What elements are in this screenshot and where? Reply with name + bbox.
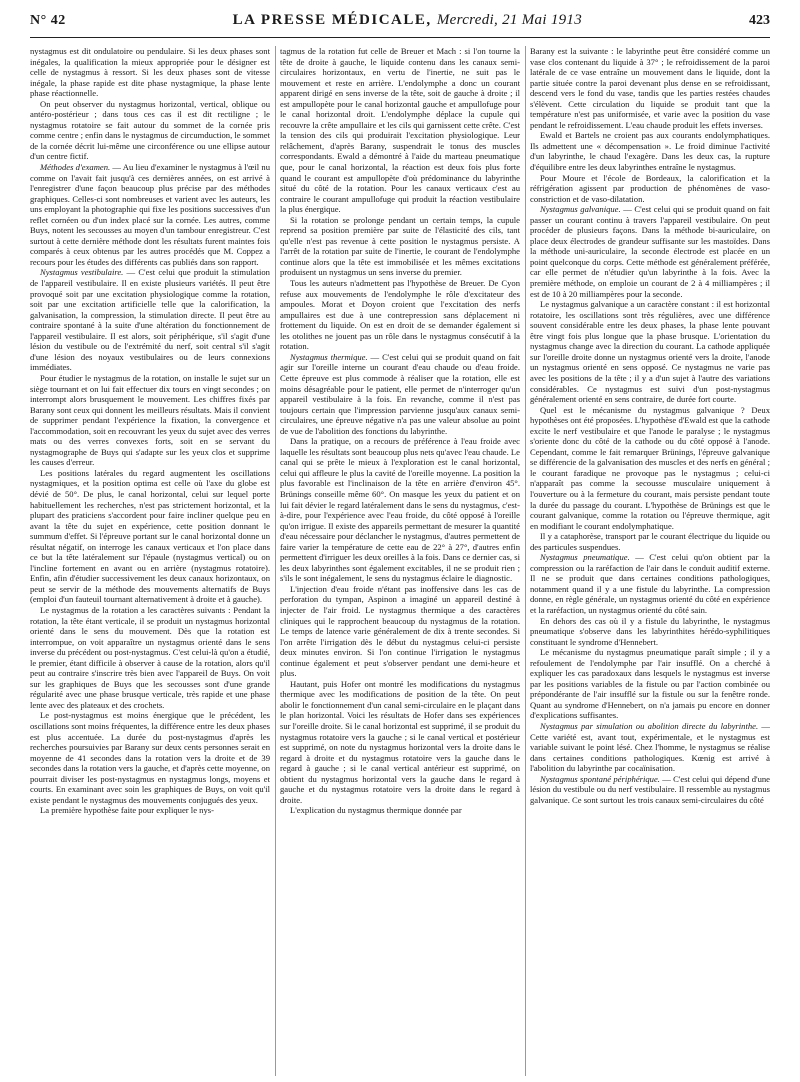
paragraph bbox=[30, 605, 270, 710]
paragraph-text: En dehors des cas où il y a fistule du labyrinthe, le nystagmus pneumatique s'observe dans les labyrinthites hérédo-syphilitiques constituant le syndrome d'Hennebert. bbox=[530, 615, 770, 647]
section-heading: Nystagmus par simulation ou abolition directe du labyrinthe. bbox=[540, 721, 759, 731]
paragraph-text: Pour étudier le nystagmus de la rotation, on installe le sujet sur un siège tournant et on lui fait effectuer dix tours en vingt secondes ; on interrompt alors brusquement le mouvement. Les chiffres fixés par Barany sont ceux qui donnent les meilleurs résultats. Mais il convient de supprimer pendant l'expérience la fixation, la convergence et l'accommodation, soit en recouvrant les yeux du sujet avec des verres mats ou des verres convexes forts, soit en se servant du nystagmographe de Buys qui s'adapte sur les yeux clos et supprime les causes d'erreur. bbox=[30, 372, 270, 468]
issue-number: N° 42 bbox=[30, 13, 66, 28]
paragraph bbox=[280, 584, 520, 679]
paragraph bbox=[30, 99, 270, 162]
paragraph bbox=[530, 552, 770, 615]
column-middle bbox=[280, 46, 520, 1076]
paragraph bbox=[280, 215, 520, 278]
paragraph bbox=[280, 352, 520, 436]
paragraph bbox=[530, 647, 770, 721]
paragraph bbox=[30, 468, 270, 605]
paragraph bbox=[530, 531, 770, 552]
section-heading: Nystagmus galvanique. bbox=[540, 204, 621, 215]
paragraph-text: On peut observer du nystagmus horizontal, vertical, oblique ou antéro-postérieur ; dans tous ces cas il est dit rectiligne ; le nystagmus rotatoire se fait autour du sommet de la cornée pris comme centre ; enfin dans le nystagmus de circumduction, le sommet de la cornée décrit lui-même une circonférence ou une ellipse autour d'un centre fictif. bbox=[30, 98, 270, 162]
paragraph-text: Si la rotation se prolonge pendant un certain temps, la cupule reprend sa position première par suite de l'élasticité des cils, tant qu'elle n'est pas revenue à cette position le nystagmus persiste. A l'arrêt de la rotation par suite de l'inertie, le courant de l'endolymphe continue alors que la tête est immobilisée et les mêmes excitations produisent un nystagmus un sens inverse du premier. bbox=[280, 214, 520, 278]
paragraph bbox=[530, 130, 770, 172]
paragraph-text: L'explication du nystagmus thermique donnée par bbox=[290, 805, 462, 816]
paragraph bbox=[530, 774, 770, 806]
paragraph-text: Le post-nystagmus est moins énergique que le précédent, les oscillations sont moins fréquentes, la différence entre les deux phases est plus accentuée. La durée du post-nystagmus d'après les recherches poursuivies par Barany sur deux cents personnes serait en moyenne de 41 secondes dans la rotation vers la droite et de 39 secondes dans la rotation vers la gauche, et d'après cette moyenne, on pourrait diviser les post-nystagmus en nystagmus longs, moyens et courts. En examinant avec soin les graphiques de Buys, on voit qu'il existe pendant le nystagmus des mouvements conjugués des yeux. bbox=[30, 710, 270, 805]
paragraph bbox=[280, 679, 520, 806]
masthead-line bbox=[233, 12, 582, 29]
header-rule bbox=[30, 37, 770, 38]
section-heading: Nystagmus thermique. bbox=[290, 351, 368, 362]
paragraph-text: Barany est la suivante : le labyrinthe peut être considéré comme un vase clos contenant du liquide à 37° ; le refroidissement de la paroi latérale de ce vase entraîne un mouvement dans le liquide, dont la partie située contre la paroi devenant plus dense en se refroidissant, descend vers le fond du vase, tandis que les parties restées chaudes s'élèvent. Cette circulation du liquide se produit tant que la température n'est pas uniformisée, et varie avec la position du vase pendant le refroidissement. L'eau chaude produit les effets inverses. bbox=[530, 46, 770, 130]
paragraph-text: Il y a cataphorèse, transport par le courant électrique du liquide ou des particules suspendues. bbox=[530, 531, 770, 552]
column-right bbox=[530, 46, 770, 1076]
paragraph-text: — Cette variété est, avant tout, expérimentale, et le nystagmus est variable suivant le point lésé. Chez l'homme, le nystagmus se réalise dans certaines conditions pathologiques. Kœnig est arrivé à l'abolition du labyrinthe par cocaïnisation. bbox=[530, 721, 770, 774]
paragraph bbox=[30, 46, 270, 99]
paragraph-text: — C'est celui qui se produit quand on fait passer un courant continu à travers l'appareil vestibulaire. On peut procéder de plusieurs façons. Dans la méthode bi-auriculaire, on place deux électrodes de grandeur suffisante sur les mastoïdes. Dans la méthode uni-auriculaire, la seconde électrode est placée en un point quelconque du corps. Cette méthode est généralement préférée, car elle permet de n'étudier qu'un labyrinthe à la fois. Avec la première méthode, on emploie un courant de 2 à 4 milliampères ; il est de 10 à 20 milliampères pour la seconde. bbox=[530, 204, 770, 299]
text-columns bbox=[30, 46, 770, 1076]
paragraph-text: L'injection d'eau froide n'étant pas inoffensive dans les cas de perforation du tympan, Aspinon a imaginé un appareil destiné à injecter de l'air froid. Le nystagmus thermique a des caractères cliniques qui le rapprochent beaucoup du nystagmus de la rotation. Le temps de latence varie généralement de dix à trente secondes. Si l'on arrête l'irrigation dès le début du nystagmus celui-ci persiste deux minutes environ. Si l'on continue l'irrigation le nystagmus continue également et peut s'observer pendant une demi-heure et plus. bbox=[280, 583, 520, 679]
paragraph-text: Ewald et Bartels ne croient pas aux courants endolymphatiques. Ils admettent une « décompensation ». Le froid diminue l'activité d'un labyrinthe, le chaud l'exagère. Dans les deux cas, la rupture d'équilibre entre les deux labyrinthes entraîne le nystagmus. bbox=[530, 130, 770, 173]
paragraph bbox=[530, 405, 770, 532]
paragraph-text: — Au lieu d'examiner le nystagmus à l'œil nu comme on l'avait fait jusqu'à ces dernières années, on est arrivé à l'enregistrer d'une façon beaucoup plus précise par des méthodes graphiques. Celles-ci sont nombreuses et varient avec les auteurs, les uns employant la photographie qui fixe les positions successives d'un reflet cornéen ou d'un index placé sur la cornée. Les autres, comme Buys, notent les secousses au moyen d'un tambour enregistreur. C'est surtout à cette dernière méthode dont les résultats furent maintes fois comparés à ceux obtenus par les autres procédés que M. Coppez a recours pour les études des différents cas publiés dans son rapport. bbox=[30, 162, 270, 267]
paragraph-text: Les positions latérales du regard augmentent les oscillations nystagmiques, et la position optima est celle où l'axe du globe est dévié de 50°. De plus, le canal horizontal, celui sur lequel porte habituellement les recherches, n'est pas strictement horizontal, et la plupart des praticiens s'accordent pour faire incliner quelque peu en avant la tête du sujet en expérience, cette position donnant le summum d'effet. Si l'épreuve portant sur le canal horizontal donne un résultat négatif, on interroge les canaux verticaux et l'on place dans ce but la tête latéralement sur l'épaule (nystagmus vertical) ou on l'incline fortement en avant ou en arrière (nystagmus rotatoire). Enfin, afin d'étudier successivement les deux canaux horizontaux, on peut se servir de la méthode des mouvements alternatifs de Buys (emploi d'un fauteuil tournant alternativement à droite et à gauche). bbox=[30, 467, 270, 605]
paragraph-text: tagmus de la rotation fut celle de Breuer et Mach : si l'on tourne la tête de droite à gauche, le liquide contenu dans les canaux semi-circulaires horizontaux, en vertu de l'inertie, ne suit pas le mouvement et reste en arrière. L'endolymphe a donc un courant apparent dirigé en sens inverse de la tête, soit de gauche à droite ; il est ampullopète pour le canal horizontal gauche et ampullofuge pour le canal horizontal droit. L'endolymphe déplace la cupule qui recouvre la crête ampullaire et les cils qui garnissent cette crête. C'est la tension des cils qui produirait l'excitation physiologique. Leur relâchement, d'après Barany, suspendrait le tonus des muscles correspondants. Ewald a démontré à l'aide du marteau pneumatique que, pour le canal horizontal, la réaction est deux fois plus forte quand le courant est ampullopète d'où prédominance du labyrinthe situé du côté de la rotation. Pour les canaux verticaux c'est au contraire le courant ampullofuge qui produit la réaction vestibulaire la plus énergique. bbox=[280, 46, 520, 215]
section-heading: Nystagmus spontané périphérique. bbox=[540, 773, 660, 784]
paragraph bbox=[280, 46, 520, 215]
paragraph bbox=[280, 278, 520, 352]
paragraph bbox=[30, 267, 270, 372]
paragraph-text: Le mécanisme du nystagmus pneumatique paraît simple ; il y a refoulement de l'endolymphe par l'air insufflé. On a cherché à expliquer les cas paradoxaux dans lesquels le nystagmus est inverse par les positions variables de la fistule ou par l'action combinée ou prépondérante de l'air insufflé sur la fistule ou sur la fenêtre ronde. Quant au syndrome d'Hennebert, on n'a jamais pu encore en donner d'explications suffisantes. bbox=[530, 647, 770, 721]
paragraph-text: Dans la pratique, on a recours de préférence à l'eau froide avec laquelle les résultats sont beaucoup plus nets qu'avec l'eau chaude. Le canal qui se prête le mieux à l'exploration est le canal horizontal, celui qui affleure le plus la cavité de l'oreille moyenne. La position la plus favorable est l'inclinaison de la tête en arrière d'environ 45°. Brünings conseille même 60°. On masque les yeux du patient et on lui fait dévier le regard latéralement dans le sens du nystagmus, c'est-à-dire, pour l'expérience avec l'eau froide, du côté opposé à l'oreille qu'on irrigue. Il existe des appareils permettant de mesurer la quantité d'eau nécessaire pour déclancher le nystagmus, d'autres permettent de faire varier la température de cette eau de 22° à 27°, d'autres enfin permettent d'irriguer les deux oreilles à la fois. Dans ce dernier cas, si les deux labyrinthes sont également excitables, il ne se produit rien ; s'ils le sont inégalement, le sens du nystagmus éclaire le diagnostic. bbox=[280, 436, 520, 584]
paragraph bbox=[530, 204, 770, 299]
paragraph bbox=[530, 46, 770, 130]
paragraph-text: — C'est celui qui dépend d'une lésion du vestibule ou du nerf vestibulaire. Il ressemble au nystagmus galvanique. Ce sont surtout les trois canaux semi-circulaires du côté bbox=[530, 773, 770, 805]
paragraph-text: nystagmus est dit ondulatoire ou pendulaire. Si les deux phases sont inégales, la qualification la mieux appropriée pour le désigner est celle de nystagmus à ressort. Si les deux phases sont de vitesse inégale, la phase rapide est dite phase nystagmique, la phase lente phase réactionnelle. bbox=[30, 46, 270, 99]
section-heading: Nystagmus vestibulaire. bbox=[40, 267, 124, 278]
paragraph bbox=[30, 162, 270, 267]
paragraph-text: Pour Moure et l'école de Bordeaux, la calorification et la réfrigération agissent par production de phénomènes de vaso-constriction et de vaso-dilatation. bbox=[530, 172, 770, 204]
section-heading: Méthodes d'examen. bbox=[40, 162, 111, 173]
paragraph bbox=[530, 299, 770, 404]
column-divider bbox=[520, 46, 530, 1076]
paragraph-text: Hautant, puis Hofer ont montré les modifications du nystagmus thermique avec les modifications de position de la tête. On peut abolir le fonctionnement d'un canal semi-circulaire en le plaçant dans le plan horizontal. Voici les résultats de Hofer dans ses expériences sur l'oreille droite. Si le canal horizontal est supprimé, il se produit du nystagmus rotatoire vers la gauche ; si le canal vertical et postérieur est supprimé, on note du nystagmus horizontal vers la droite dans le regard à droite et du nystagmus rotatoire vers la gauche dans le regard à gauche ; si le canal vertical antérieur est supprimé, on obtient du nystagmus horizontal vers la gauche dans le regard à gauche et du nystagmus rotatoire vers la droite dans le regard à droite. bbox=[280, 678, 520, 805]
paragraph bbox=[530, 173, 770, 205]
masthead-title: LA PRESSE MÉDICALE, bbox=[232, 12, 432, 28]
paragraph-text: Tous les auteurs n'admettent pas l'hypothèse de Breuer. De Cyon refuse aux mouvements de l'endolymphe le rôle d'excitateur des ampoules. Morat et Doyon croient que l'excitation des nerfs ampullaires est due à une contrepression sans déplacement ni frottement du liquide. On est en droit de se demander également si les otolithes ne jouent pas un rôle dans le nystagmus consécutif à la rotation. bbox=[280, 278, 520, 352]
paragraph-text: La première hypothèse faite pour expliquer le nys- bbox=[40, 805, 214, 816]
section-heading: Nystagmus pneumatique. bbox=[540, 552, 630, 563]
paragraph bbox=[530, 721, 770, 774]
paragraph-text: Le nystagmus galvanique a un caractère constant : il est horizontal rotatoire, les oscillations sont très régulières, avec une différence souvent considérable entre les deux phases, la phase lente pouvant être vingt fois plus longue que la phase brusque. L'orientation du nystagmus change avec la direction du courant. La cathode appliquée sur l'oreille droite donne un nystagmus orienté vers la droite, l'anode un nystagmus orienté en sens opposé. Ce nystagmus ne varie pas avec les positions de la tête ; il y a d'un sujet à l'autre des variations considérables. Ce nystagmus est suivi d'un post-nystagmus généralement orienté en sens contraire, de durée fort courte. bbox=[530, 299, 770, 405]
paragraph bbox=[280, 436, 520, 584]
column-divider bbox=[270, 46, 280, 1076]
page-header bbox=[30, 12, 770, 34]
paragraph bbox=[30, 805, 270, 816]
paragraph-text: Le nystagmus de la rotation a les caractères suivants : Pendant la rotation, la tête étant verticale, il se produit un nystagmus horizontal orienté dans le sens du mouvement. Dès que la rotation est interrompue, on voit apparaître un nystagmus orienté dans le sens inverse du précédent ou post-nystagmus. C'est celui-là qu'on a étudié, le premier, étant difficile à observer à cause de la rotation, alors qu'il peut au contraire s'inscrire très bien avec l'appareil de Buys. On voit sur les graphiques de Buys que les secousses sont d'une grande régularité avec une phase brusque verticale, très rapide et une phase lente avec des plateaux et des crochets. bbox=[30, 604, 270, 710]
column-left bbox=[30, 46, 270, 1076]
paragraph-text: — C'est celui que produit la stimulation de l'appareil vestibulaire. Il en existe plusieurs variétés. Il peut être provoqué soit par une excitation physiologique comme la rotation, soit par une excitation artificielle telle que la calorification, la galvanisation, la compression, la stimulation directe. Il peut être au contraire spontané à la suite d'une altération du fonctionnement de l'appareil vestibulaire. Il est alors, soit périphérique, s'il s'agit d'une lésion du vestibule ou de l'extrémité du nerf, soit central s'il s'agit d'une lésion des noyaux vestibulaires ou de leurs connexions immédiates. bbox=[30, 267, 270, 373]
paragraph bbox=[30, 373, 270, 468]
paragraph bbox=[530, 616, 770, 648]
paragraph bbox=[280, 805, 520, 816]
page-number: 423 bbox=[748, 13, 770, 28]
paragraph-text: — C'est celui qui se produit quand on fait agir sur l'oreille interne un courant d'eau chaude ou d'eau froide. Cette épreuve est plus commode à réaliser que la rotation, elle est moins désagréable pour le patient, elle permet de n'interroger qu'un appareil vestibulaire à la fois. En revanche, comme il n'est pas toujours certain que l'impression parvienne jusqu'aux canaux semi-circulaires, une épreuve négative n'a pas une valeur absolue au point de vue de l'abolition des fonctions du labyrinthe. bbox=[280, 351, 520, 436]
paragraph bbox=[30, 710, 270, 805]
issue-date: Mercredi, 21 Mai 1913 bbox=[436, 12, 583, 28]
paragraph-text: — C'est celui qu'on obtient par la compression ou la raréfaction de l'air dans le conduit auditif externe. Il ne se produit que dans certaines conditions pathologiques, notamment quand il y a une fistule du labyrinthe. La compression donne, en règle générale, un nystagmus orienté du côté en expérience et la raréfaction, un nystagmus orienté du côté sain. bbox=[530, 552, 770, 615]
paragraph-text: Quel est le mécanisme du nystagmus galvanique ? Deux hypothèses ont été proposées. L'hypothèse d'Ewald est que la cathode excite le nerf vestibulaire et que l'anode le paralyse ; le nystagmus s'oriente donc du côté de la cathode ou du côté opposé à l'anode. Cependant, comme le fait remarquer Brünings, l'épreuve galvanique se différencie de la galvanisation des muscles et des nerfs en général ; le courant faradique ne provoque pas le nystagmus ; celui-ci n'apparaît pas comme la secousse musculaire uniquement à l'ouverture ou à la fermeture du courant, mais persiste pendant toute la durée du passage du courant. L'hypothèse de Brünings est que le courant galvanique, comme la rotation ou l'épreuve thermique, agit en modifiant le courant endolymphatique. bbox=[530, 404, 770, 531]
